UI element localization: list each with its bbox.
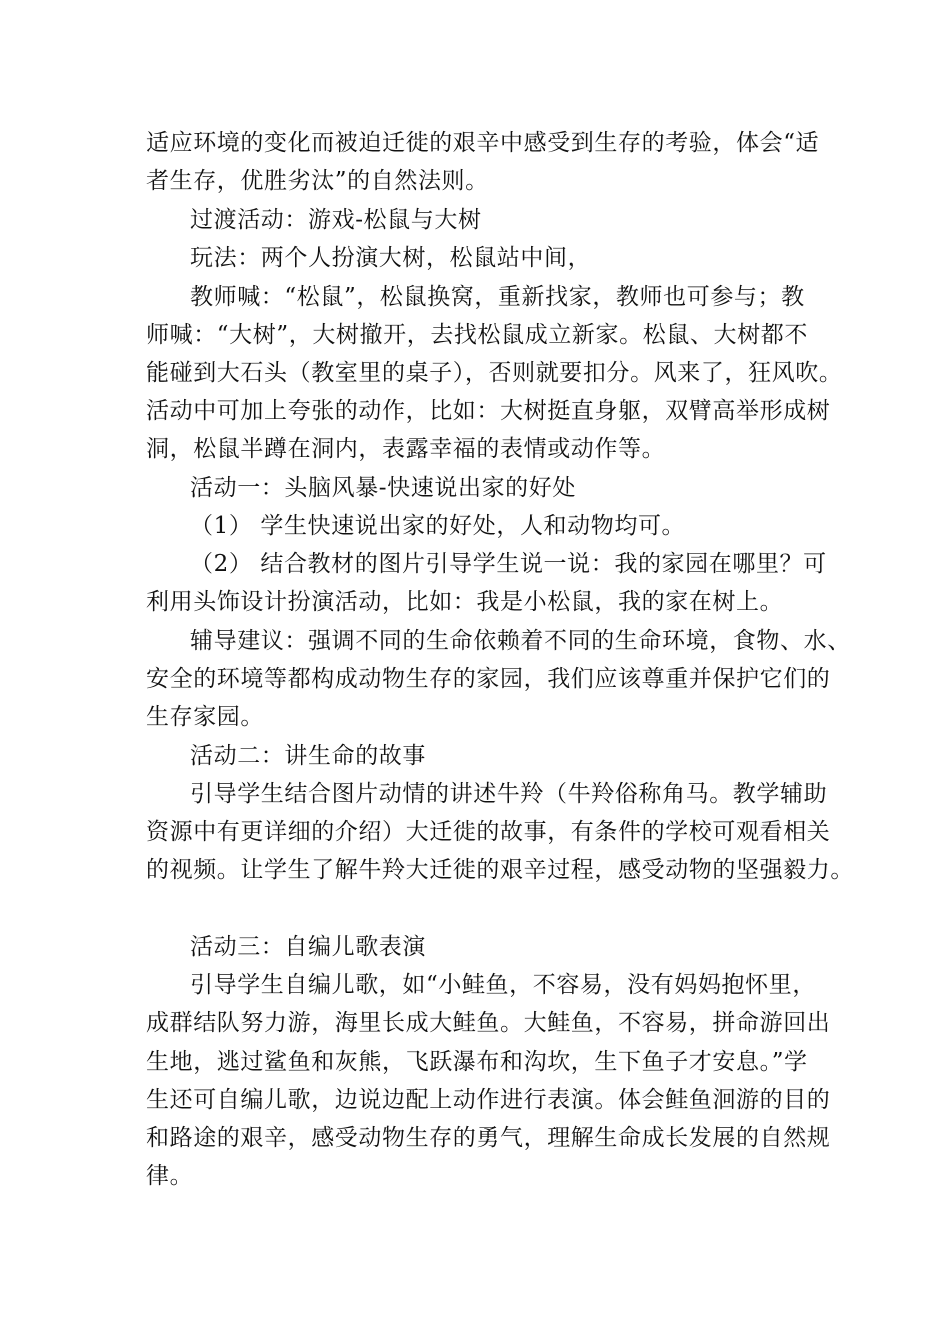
- text-line: 利用头饰设计扮演活动，比如：我是小松鼠，我的家在树上。: [146, 589, 784, 615]
- text-line: 生还可自编儿歌，边说边配上动作进行表演。体会鲑鱼洄游的目的: [146, 1087, 831, 1113]
- text-line: 玩法：两个人扮演大树，松鼠站中间，: [190, 245, 592, 271]
- text-line: 教师喊：“松鼠”，松鼠换窝，重新找家，教师也可参与；教: [190, 284, 805, 310]
- text-line: 者生存，优胜劣汰”的自然法则。: [146, 168, 489, 194]
- section-heading: 过渡活动：游戏-松鼠与大树: [190, 207, 482, 233]
- text-line: 引导学生结合图片动情的讲述牛羚（牛羚俗称角马。教学辅助: [190, 781, 828, 807]
- list-item: （2） 结合教材的图片引导学生说一说：我的家园在哪里？可: [190, 551, 827, 577]
- text-line: 引导学生自编儿歌，如“小鲑鱼，不容易，没有妈妈抱怀里，: [190, 972, 816, 998]
- section-heading: 活动二：讲生命的故事: [190, 743, 426, 769]
- text-line: 和路途的艰辛，感受动物生存的勇气，理解生命成长发展的自然规: [146, 1125, 831, 1151]
- section-heading: 活动一：头脑风暴-快速说出家的好处: [190, 475, 576, 501]
- text-line: 生存家园。: [146, 704, 264, 730]
- text-line: 律。: [146, 1163, 194, 1189]
- text-line: 的视频。让学生了解牛羚大迁徙的艰辛过程，感受动物的坚强毅力。: [146, 857, 854, 883]
- section-heading: 活动三：自编儿歌表演: [190, 934, 426, 960]
- text-line: 辅导建议：强调不同的生命依赖着不同的生命环境，食物、水、: [190, 628, 851, 654]
- text-line: 安全的环境等都构成动物生存的家园，我们应该尊重并保护它们的: [146, 666, 831, 692]
- list-item: （1） 学生快速说出家的好处，人和动物均可。: [190, 513, 686, 539]
- text-line: 活动中可加上夸张的动作，比如：大树挺直身躯，双臂高举形成树: [146, 398, 831, 424]
- text-line: 能碰到大石头（教室里的桌子），否则就要扣分。风来了，狂风吹。: [146, 360, 843, 386]
- text-line: 师喊：“大树”，大树撤开，去找松鼠成立新家。松鼠、大树都不: [146, 322, 808, 348]
- text-line: 适应环境的变化而被迫迁徙的艰辛中感受到生存的考验，体会“适: [146, 130, 820, 156]
- text-line: 生地，逃过鲨鱼和灰熊，飞跃瀑布和沟坎，生下鱼子才安息。”学: [146, 1049, 808, 1075]
- text-line: 洞，松鼠半蹲在洞内，表露幸福的表情或动作等。: [146, 436, 666, 462]
- text-line: 成群结队努力游，海里长成大鲑鱼。大鲑鱼，不容易，拼命游回出: [146, 1010, 831, 1036]
- text-line: 资源中有更详细的介绍）大迁徙的故事，有条件的学校可观看相关: [146, 819, 831, 845]
